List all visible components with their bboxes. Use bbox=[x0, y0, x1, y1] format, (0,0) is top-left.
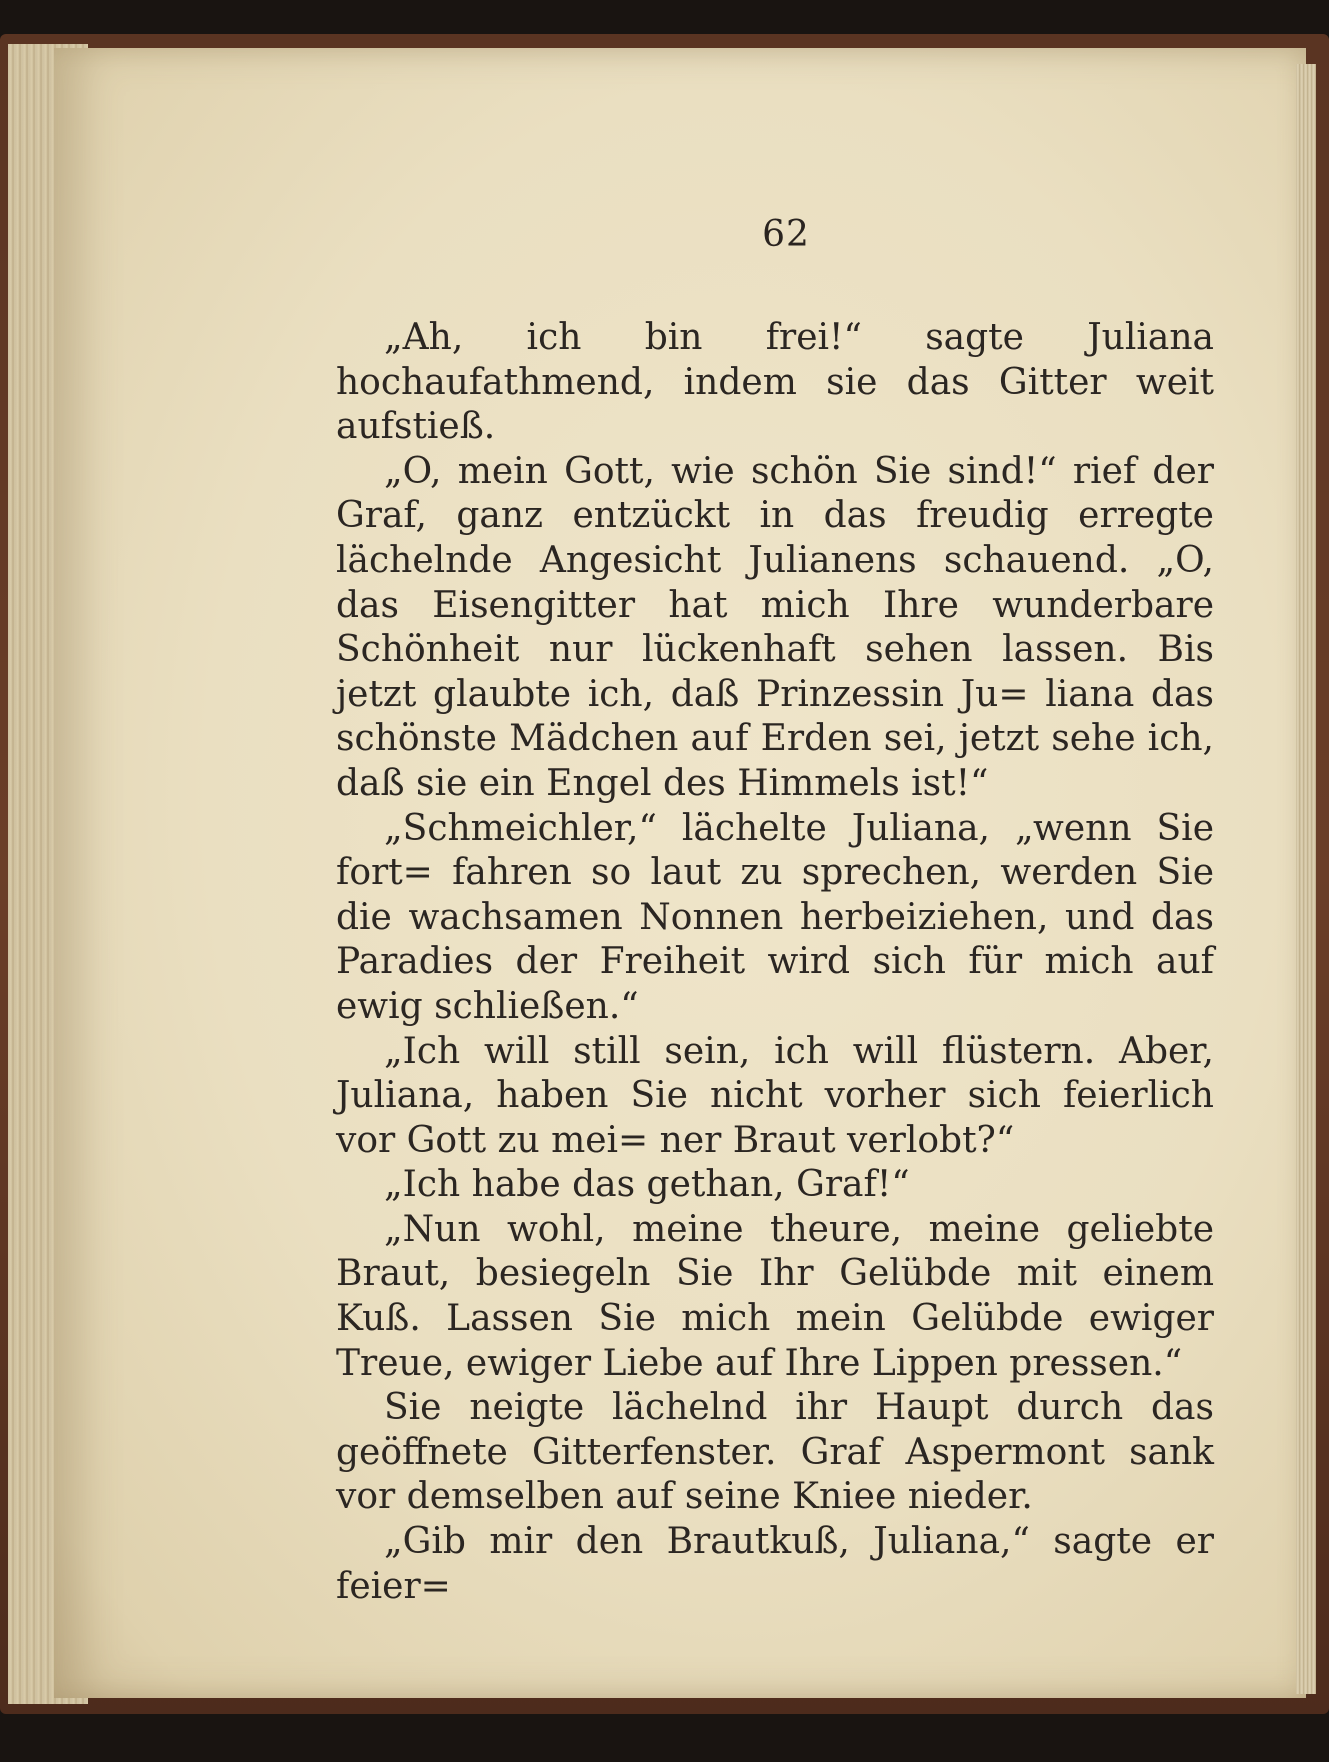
paragraph: „Nun wohl, meine theure, meine geliebte Braut, besiegeln Sie Ihr Gelübde mit einem Kuß. Lassen Sie mich mein Gelübde ewiger Treue, ewiger Liebe auf Ihre Lippen pressen.“ bbox=[336, 1208, 1214, 1384]
page-number: 62 bbox=[762, 214, 810, 255]
paragraph: „Ah, ich bin frei!“ sagte Juliana hochaufathmend, indem sie das Gitter weit aufstieß. bbox=[336, 317, 1214, 448]
paragraph: Sie neigte lächelnd ihr Haupt durch das geöffnete Gitterfenster. Graf Aspermont sank vor demselben auf seine Kniee nieder. bbox=[336, 1387, 1214, 1518]
page-body-text bbox=[336, 316, 1214, 1609]
paragraph: „Gib mir den Brautkuß, Juliana,“ sagte er feier= bbox=[336, 1521, 1214, 1607]
paragraph: „O, mein Gott, wie schön Sie sind!“ rief der Graf, ganz entzückt in das freudig erregte lächelnde Angesicht Julianens schauend. „O, das Eisengitter hat mich Ihre wunderbare Schönheit nur lückenhaft sehen lassen. Bis jetzt glaubte ich, daß Prinzessin Ju= liana das schönste Mädchen auf Erden sei, jetzt sehe ich, daß sie ein Engel des Himmels ist!“ bbox=[336, 450, 1214, 804]
paragraph: „Ich will still sein, ich will flüstern. Aber, Juliana, haben Sie nicht vorher sich feierlich vor Gott zu mei= ner Braut verlobt?“ bbox=[336, 1030, 1214, 1161]
paragraph: „Schmeichler,“ lächelte Juliana, „wenn Sie fort= fahren so laut zu sprechen, werden Sie die wachsamen Nonnen herbeiziehen, und das Paradies der Freiheit wird sich für mich auf ewig schließen.“ bbox=[336, 807, 1214, 1027]
page-edge-right bbox=[1296, 64, 1316, 1694]
paragraph: „Ich habe das gethan, Graf!“ bbox=[384, 1164, 910, 1206]
